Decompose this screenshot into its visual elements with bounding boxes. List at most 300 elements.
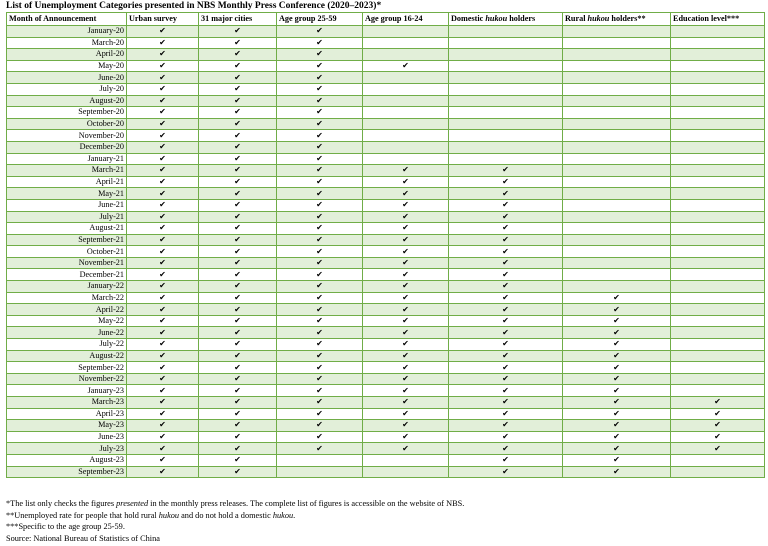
checkmark-icon: ✔ xyxy=(277,281,363,293)
checkmark-icon: ✔ xyxy=(363,397,449,409)
checkmark-icon: ✔ xyxy=(127,83,199,95)
table-row xyxy=(7,60,765,72)
checkmark-icon: ✔ xyxy=(277,350,363,362)
table-row xyxy=(7,408,765,420)
empty-cell xyxy=(671,327,765,339)
month-cell: May-23 xyxy=(7,420,127,432)
empty-cell xyxy=(671,26,765,38)
checkmark-icon: ✔ xyxy=(277,60,363,72)
month-cell: April-21 xyxy=(7,176,127,188)
empty-cell xyxy=(671,373,765,385)
empty-cell xyxy=(563,153,671,165)
empty-cell xyxy=(671,304,765,316)
month-cell: November-21 xyxy=(7,257,127,269)
checkmark-icon: ✔ xyxy=(277,223,363,235)
checkmark-icon: ✔ xyxy=(127,234,199,246)
checkmark-icon: ✔ xyxy=(363,246,449,258)
table-row xyxy=(7,153,765,165)
month-cell: September-20 xyxy=(7,107,127,119)
empty-cell xyxy=(563,246,671,258)
table-row xyxy=(7,292,765,304)
month-cell: June-21 xyxy=(7,199,127,211)
column-header: Age group 16-24 xyxy=(363,13,449,26)
empty-cell xyxy=(671,269,765,281)
month-cell: December-21 xyxy=(7,269,127,281)
empty-cell xyxy=(563,257,671,269)
checkmark-icon: ✔ xyxy=(277,246,363,258)
table-row xyxy=(7,385,765,397)
checkmark-icon: ✔ xyxy=(199,83,277,95)
column-header: Rural hukou holders** xyxy=(563,13,671,26)
checkmark-icon: ✔ xyxy=(563,454,671,466)
checkmark-icon: ✔ xyxy=(563,327,671,339)
month-cell: August-20 xyxy=(7,95,127,107)
table-row xyxy=(7,234,765,246)
checkmark-icon: ✔ xyxy=(363,350,449,362)
checkmark-icon: ✔ xyxy=(563,304,671,316)
checkmark-icon: ✔ xyxy=(199,443,277,455)
empty-cell xyxy=(671,234,765,246)
empty-cell xyxy=(563,176,671,188)
checkmark-icon: ✔ xyxy=(127,176,199,188)
checkmark-icon: ✔ xyxy=(199,60,277,72)
column-header: Month of Announcement xyxy=(7,13,127,26)
empty-cell xyxy=(671,188,765,200)
empty-cell xyxy=(563,199,671,211)
checkmark-icon: ✔ xyxy=(127,95,199,107)
checkmark-icon: ✔ xyxy=(127,72,199,84)
table-row xyxy=(7,223,765,235)
table-row xyxy=(7,257,765,269)
table-row xyxy=(7,397,765,409)
empty-cell xyxy=(671,130,765,142)
checkmark-icon: ✔ xyxy=(199,385,277,397)
empty-cell xyxy=(363,141,449,153)
checkmark-icon: ✔ xyxy=(277,37,363,49)
empty-cell xyxy=(563,269,671,281)
empty-cell xyxy=(671,199,765,211)
month-cell: July-20 xyxy=(7,83,127,95)
checkmark-icon: ✔ xyxy=(127,454,199,466)
checkmark-icon: ✔ xyxy=(277,165,363,177)
checkmark-icon: ✔ xyxy=(199,107,277,119)
checkmark-icon: ✔ xyxy=(199,153,277,165)
checkmark-icon: ✔ xyxy=(199,327,277,339)
month-cell: November-22 xyxy=(7,373,127,385)
checkmark-icon: ✔ xyxy=(277,397,363,409)
table-body xyxy=(7,26,765,478)
checkmark-icon: ✔ xyxy=(363,211,449,223)
empty-cell xyxy=(671,165,765,177)
empty-cell xyxy=(563,234,671,246)
checkmark-icon: ✔ xyxy=(199,362,277,374)
checkmark-icon: ✔ xyxy=(563,466,671,478)
checkmark-icon: ✔ xyxy=(127,199,199,211)
month-cell: January-20 xyxy=(7,26,127,38)
empty-cell xyxy=(363,49,449,61)
empty-cell xyxy=(671,454,765,466)
checkmark-icon: ✔ xyxy=(127,26,199,38)
checkmark-icon: ✔ xyxy=(127,373,199,385)
footnote-line: ***Specific to the age group 25-59. xyxy=(6,522,125,531)
checkmark-icon: ✔ xyxy=(127,269,199,281)
checkmark-icon: ✔ xyxy=(199,95,277,107)
month-cell: April-22 xyxy=(7,304,127,316)
empty-cell xyxy=(363,95,449,107)
empty-cell xyxy=(671,37,765,49)
checkmark-icon: ✔ xyxy=(127,37,199,49)
checkmark-icon: ✔ xyxy=(277,408,363,420)
month-cell: March-21 xyxy=(7,165,127,177)
checkmark-icon: ✔ xyxy=(563,292,671,304)
table-row xyxy=(7,176,765,188)
checkmark-icon: ✔ xyxy=(449,327,563,339)
empty-cell xyxy=(563,223,671,235)
table-row xyxy=(7,165,765,177)
empty-cell xyxy=(363,153,449,165)
checkmark-icon: ✔ xyxy=(277,176,363,188)
footnote-line: Source: National Bureau of Statistics of China xyxy=(6,533,160,543)
table-row xyxy=(7,373,765,385)
empty-cell xyxy=(563,83,671,95)
month-cell: June-20 xyxy=(7,72,127,84)
table-row xyxy=(7,269,765,281)
checkmark-icon: ✔ xyxy=(277,269,363,281)
checkmark-icon: ✔ xyxy=(127,107,199,119)
checkmark-icon: ✔ xyxy=(277,188,363,200)
footnotes xyxy=(6,498,464,544)
empty-cell xyxy=(449,153,563,165)
table-title: List of Unemployment Categories presented in NBS Monthly Press Conference (2020–2023)* xyxy=(6,1,382,11)
table-row xyxy=(7,49,765,61)
checkmark-icon: ✔ xyxy=(363,60,449,72)
checkmark-icon: ✔ xyxy=(127,165,199,177)
checkmark-icon: ✔ xyxy=(127,420,199,432)
checkmark-icon: ✔ xyxy=(449,339,563,351)
checkmark-icon: ✔ xyxy=(449,420,563,432)
empty-cell xyxy=(449,130,563,142)
checkmark-icon: ✔ xyxy=(127,141,199,153)
checkmark-icon: ✔ xyxy=(199,431,277,443)
checkmark-icon: ✔ xyxy=(449,315,563,327)
month-cell: July-23 xyxy=(7,443,127,455)
checkmark-icon: ✔ xyxy=(363,315,449,327)
table-row xyxy=(7,118,765,130)
checkmark-icon: ✔ xyxy=(199,141,277,153)
checkmark-icon: ✔ xyxy=(277,130,363,142)
checkmark-icon: ✔ xyxy=(363,362,449,374)
checkmark-icon: ✔ xyxy=(127,408,199,420)
checkmark-icon: ✔ xyxy=(563,315,671,327)
table-row xyxy=(7,443,765,455)
table-row xyxy=(7,130,765,142)
empty-cell xyxy=(671,339,765,351)
checkmark-icon: ✔ xyxy=(449,408,563,420)
empty-cell xyxy=(449,141,563,153)
checkmark-icon: ✔ xyxy=(277,373,363,385)
empty-cell xyxy=(671,60,765,72)
checkmark-icon: ✔ xyxy=(127,304,199,316)
checkmark-icon: ✔ xyxy=(563,373,671,385)
checkmark-icon: ✔ xyxy=(449,373,563,385)
checkmark-icon: ✔ xyxy=(563,339,671,351)
empty-cell xyxy=(671,281,765,293)
empty-cell xyxy=(671,350,765,362)
month-cell: August-22 xyxy=(7,350,127,362)
checkmark-icon: ✔ xyxy=(199,281,277,293)
checkmark-icon: ✔ xyxy=(199,315,277,327)
table-row xyxy=(7,466,765,478)
empty-cell xyxy=(563,72,671,84)
checkmark-icon: ✔ xyxy=(363,223,449,235)
checkmark-icon: ✔ xyxy=(363,420,449,432)
checkmark-icon: ✔ xyxy=(199,165,277,177)
checkmark-icon: ✔ xyxy=(127,257,199,269)
checkmark-icon: ✔ xyxy=(277,257,363,269)
checkmark-icon: ✔ xyxy=(363,257,449,269)
month-cell: July-22 xyxy=(7,339,127,351)
table-row xyxy=(7,188,765,200)
month-cell: May-21 xyxy=(7,188,127,200)
checkmark-icon: ✔ xyxy=(199,292,277,304)
empty-cell xyxy=(363,72,449,84)
empty-cell xyxy=(671,95,765,107)
empty-cell xyxy=(563,107,671,119)
column-header: Urban survey xyxy=(127,13,199,26)
checkmark-icon: ✔ xyxy=(277,83,363,95)
table-row xyxy=(7,141,765,153)
table-row xyxy=(7,315,765,327)
checkmark-icon: ✔ xyxy=(363,269,449,281)
checkmark-icon: ✔ xyxy=(449,199,563,211)
checkmark-icon: ✔ xyxy=(127,397,199,409)
checkmark-icon: ✔ xyxy=(363,188,449,200)
checkmark-icon: ✔ xyxy=(563,385,671,397)
checkmark-icon: ✔ xyxy=(449,431,563,443)
empty-cell xyxy=(363,107,449,119)
checkmark-icon: ✔ xyxy=(127,118,199,130)
footnote-line: *The list only checks the figures presented in the monthly press releases. The complete list of figures is accessible on the website of NBS. xyxy=(6,499,465,508)
checkmark-icon: ✔ xyxy=(199,223,277,235)
table-row xyxy=(7,37,765,49)
checkmark-icon: ✔ xyxy=(277,304,363,316)
empty-cell xyxy=(563,130,671,142)
month-cell: July-21 xyxy=(7,211,127,223)
month-cell: January-22 xyxy=(7,281,127,293)
month-cell: January-21 xyxy=(7,153,127,165)
checkmark-icon: ✔ xyxy=(671,420,765,432)
checkmark-icon: ✔ xyxy=(363,373,449,385)
empty-cell xyxy=(449,83,563,95)
checkmark-icon: ✔ xyxy=(127,211,199,223)
checkmark-icon: ✔ xyxy=(277,327,363,339)
checkmark-icon: ✔ xyxy=(127,431,199,443)
checkmark-icon: ✔ xyxy=(127,246,199,258)
checkmark-icon: ✔ xyxy=(363,199,449,211)
checkmark-icon: ✔ xyxy=(199,408,277,420)
checkmark-icon: ✔ xyxy=(363,408,449,420)
month-cell: March-23 xyxy=(7,397,127,409)
checkmark-icon: ✔ xyxy=(363,385,449,397)
column-header: Age group 25-59 xyxy=(277,13,363,26)
checkmark-icon: ✔ xyxy=(199,269,277,281)
checkmark-icon: ✔ xyxy=(449,454,563,466)
empty-cell xyxy=(671,211,765,223)
checkmark-icon: ✔ xyxy=(199,466,277,478)
checkmark-icon: ✔ xyxy=(127,60,199,72)
table-row xyxy=(7,95,765,107)
empty-cell xyxy=(563,165,671,177)
empty-cell xyxy=(671,72,765,84)
checkmark-icon: ✔ xyxy=(277,385,363,397)
checkmark-icon: ✔ xyxy=(199,211,277,223)
month-cell: May-20 xyxy=(7,60,127,72)
checkmark-icon: ✔ xyxy=(199,49,277,61)
checkmark-icon: ✔ xyxy=(363,339,449,351)
checkmark-icon: ✔ xyxy=(563,443,671,455)
column-header: 31 major cities xyxy=(199,13,277,26)
empty-cell xyxy=(563,95,671,107)
checkmark-icon: ✔ xyxy=(277,315,363,327)
table-row xyxy=(7,72,765,84)
checkmark-icon: ✔ xyxy=(199,130,277,142)
empty-cell xyxy=(277,466,363,478)
month-cell: June-22 xyxy=(7,327,127,339)
checkmark-icon: ✔ xyxy=(127,315,199,327)
month-cell: January-23 xyxy=(7,385,127,397)
checkmark-icon: ✔ xyxy=(127,188,199,200)
checkmark-icon: ✔ xyxy=(199,72,277,84)
empty-cell xyxy=(363,118,449,130)
checkmark-icon: ✔ xyxy=(449,165,563,177)
empty-cell xyxy=(671,315,765,327)
checkmark-icon: ✔ xyxy=(199,176,277,188)
checkmark-icon: ✔ xyxy=(127,327,199,339)
month-cell: September-22 xyxy=(7,362,127,374)
empty-cell xyxy=(277,454,363,466)
checkmark-icon: ✔ xyxy=(127,350,199,362)
checkmark-icon: ✔ xyxy=(199,199,277,211)
checkmark-icon: ✔ xyxy=(449,385,563,397)
checkmark-icon: ✔ xyxy=(277,199,363,211)
empty-cell xyxy=(671,223,765,235)
table-row xyxy=(7,339,765,351)
month-cell: September-23 xyxy=(7,466,127,478)
table-row xyxy=(7,281,765,293)
checkmark-icon: ✔ xyxy=(449,176,563,188)
empty-cell xyxy=(671,246,765,258)
empty-cell xyxy=(449,118,563,130)
column-header: Education level*** xyxy=(671,13,765,26)
checkmark-icon: ✔ xyxy=(199,37,277,49)
checkmark-icon: ✔ xyxy=(449,246,563,258)
checkmark-icon: ✔ xyxy=(127,130,199,142)
checkmark-icon: ✔ xyxy=(671,431,765,443)
checkmark-icon: ✔ xyxy=(199,373,277,385)
checkmark-icon: ✔ xyxy=(277,339,363,351)
checkmark-icon: ✔ xyxy=(449,304,563,316)
checkmark-icon: ✔ xyxy=(199,339,277,351)
checkmark-icon: ✔ xyxy=(563,431,671,443)
checkmark-icon: ✔ xyxy=(277,234,363,246)
checkmark-icon: ✔ xyxy=(277,26,363,38)
checkmark-icon: ✔ xyxy=(127,292,199,304)
checkmark-icon: ✔ xyxy=(671,397,765,409)
checkmark-icon: ✔ xyxy=(127,466,199,478)
checkmark-icon: ✔ xyxy=(277,118,363,130)
checkmark-icon: ✔ xyxy=(449,269,563,281)
header-row xyxy=(7,13,765,26)
table-row xyxy=(7,83,765,95)
checkmark-icon: ✔ xyxy=(199,350,277,362)
checkmark-icon: ✔ xyxy=(449,234,563,246)
month-cell: May-22 xyxy=(7,315,127,327)
table-row xyxy=(7,26,765,38)
month-cell: August-23 xyxy=(7,454,127,466)
empty-cell xyxy=(449,95,563,107)
checkmark-icon: ✔ xyxy=(449,362,563,374)
empty-cell xyxy=(671,141,765,153)
checkmark-icon: ✔ xyxy=(363,327,449,339)
checkmark-icon: ✔ xyxy=(277,292,363,304)
empty-cell xyxy=(363,37,449,49)
checkmark-icon: ✔ xyxy=(449,223,563,235)
empty-cell xyxy=(563,188,671,200)
empty-cell xyxy=(671,257,765,269)
checkmark-icon: ✔ xyxy=(363,176,449,188)
empty-cell xyxy=(449,60,563,72)
checkmark-icon: ✔ xyxy=(449,443,563,455)
empty-cell xyxy=(563,281,671,293)
checkmark-icon: ✔ xyxy=(199,246,277,258)
table-row xyxy=(7,211,765,223)
empty-cell xyxy=(563,141,671,153)
table-row xyxy=(7,199,765,211)
table-row xyxy=(7,107,765,119)
checkmark-icon: ✔ xyxy=(127,339,199,351)
checkmark-icon: ✔ xyxy=(127,153,199,165)
month-cell: December-20 xyxy=(7,141,127,153)
empty-cell xyxy=(671,466,765,478)
checkmark-icon: ✔ xyxy=(199,188,277,200)
checkmark-icon: ✔ xyxy=(127,443,199,455)
empty-cell xyxy=(363,466,449,478)
table-row xyxy=(7,454,765,466)
empty-cell xyxy=(563,26,671,38)
empty-cell xyxy=(363,130,449,142)
checkmark-icon: ✔ xyxy=(363,165,449,177)
empty-cell xyxy=(671,292,765,304)
month-cell: August-21 xyxy=(7,223,127,235)
table-row xyxy=(7,246,765,258)
month-cell: October-21 xyxy=(7,246,127,258)
empty-cell xyxy=(449,107,563,119)
checkmark-icon: ✔ xyxy=(199,420,277,432)
table-row xyxy=(7,350,765,362)
empty-cell xyxy=(563,37,671,49)
checkmark-icon: ✔ xyxy=(277,72,363,84)
table-row xyxy=(7,362,765,374)
footnote-line: **Unemployed rate for people that hold rural hukou and do not hold a domestic hukou. xyxy=(6,510,296,520)
month-cell: March-20 xyxy=(7,37,127,49)
empty-cell xyxy=(449,49,563,61)
month-cell: September-21 xyxy=(7,234,127,246)
checkmark-icon: ✔ xyxy=(671,408,765,420)
table-row xyxy=(7,304,765,316)
month-cell: April-20 xyxy=(7,49,127,61)
month-cell: October-20 xyxy=(7,118,127,130)
checkmark-icon: ✔ xyxy=(199,234,277,246)
